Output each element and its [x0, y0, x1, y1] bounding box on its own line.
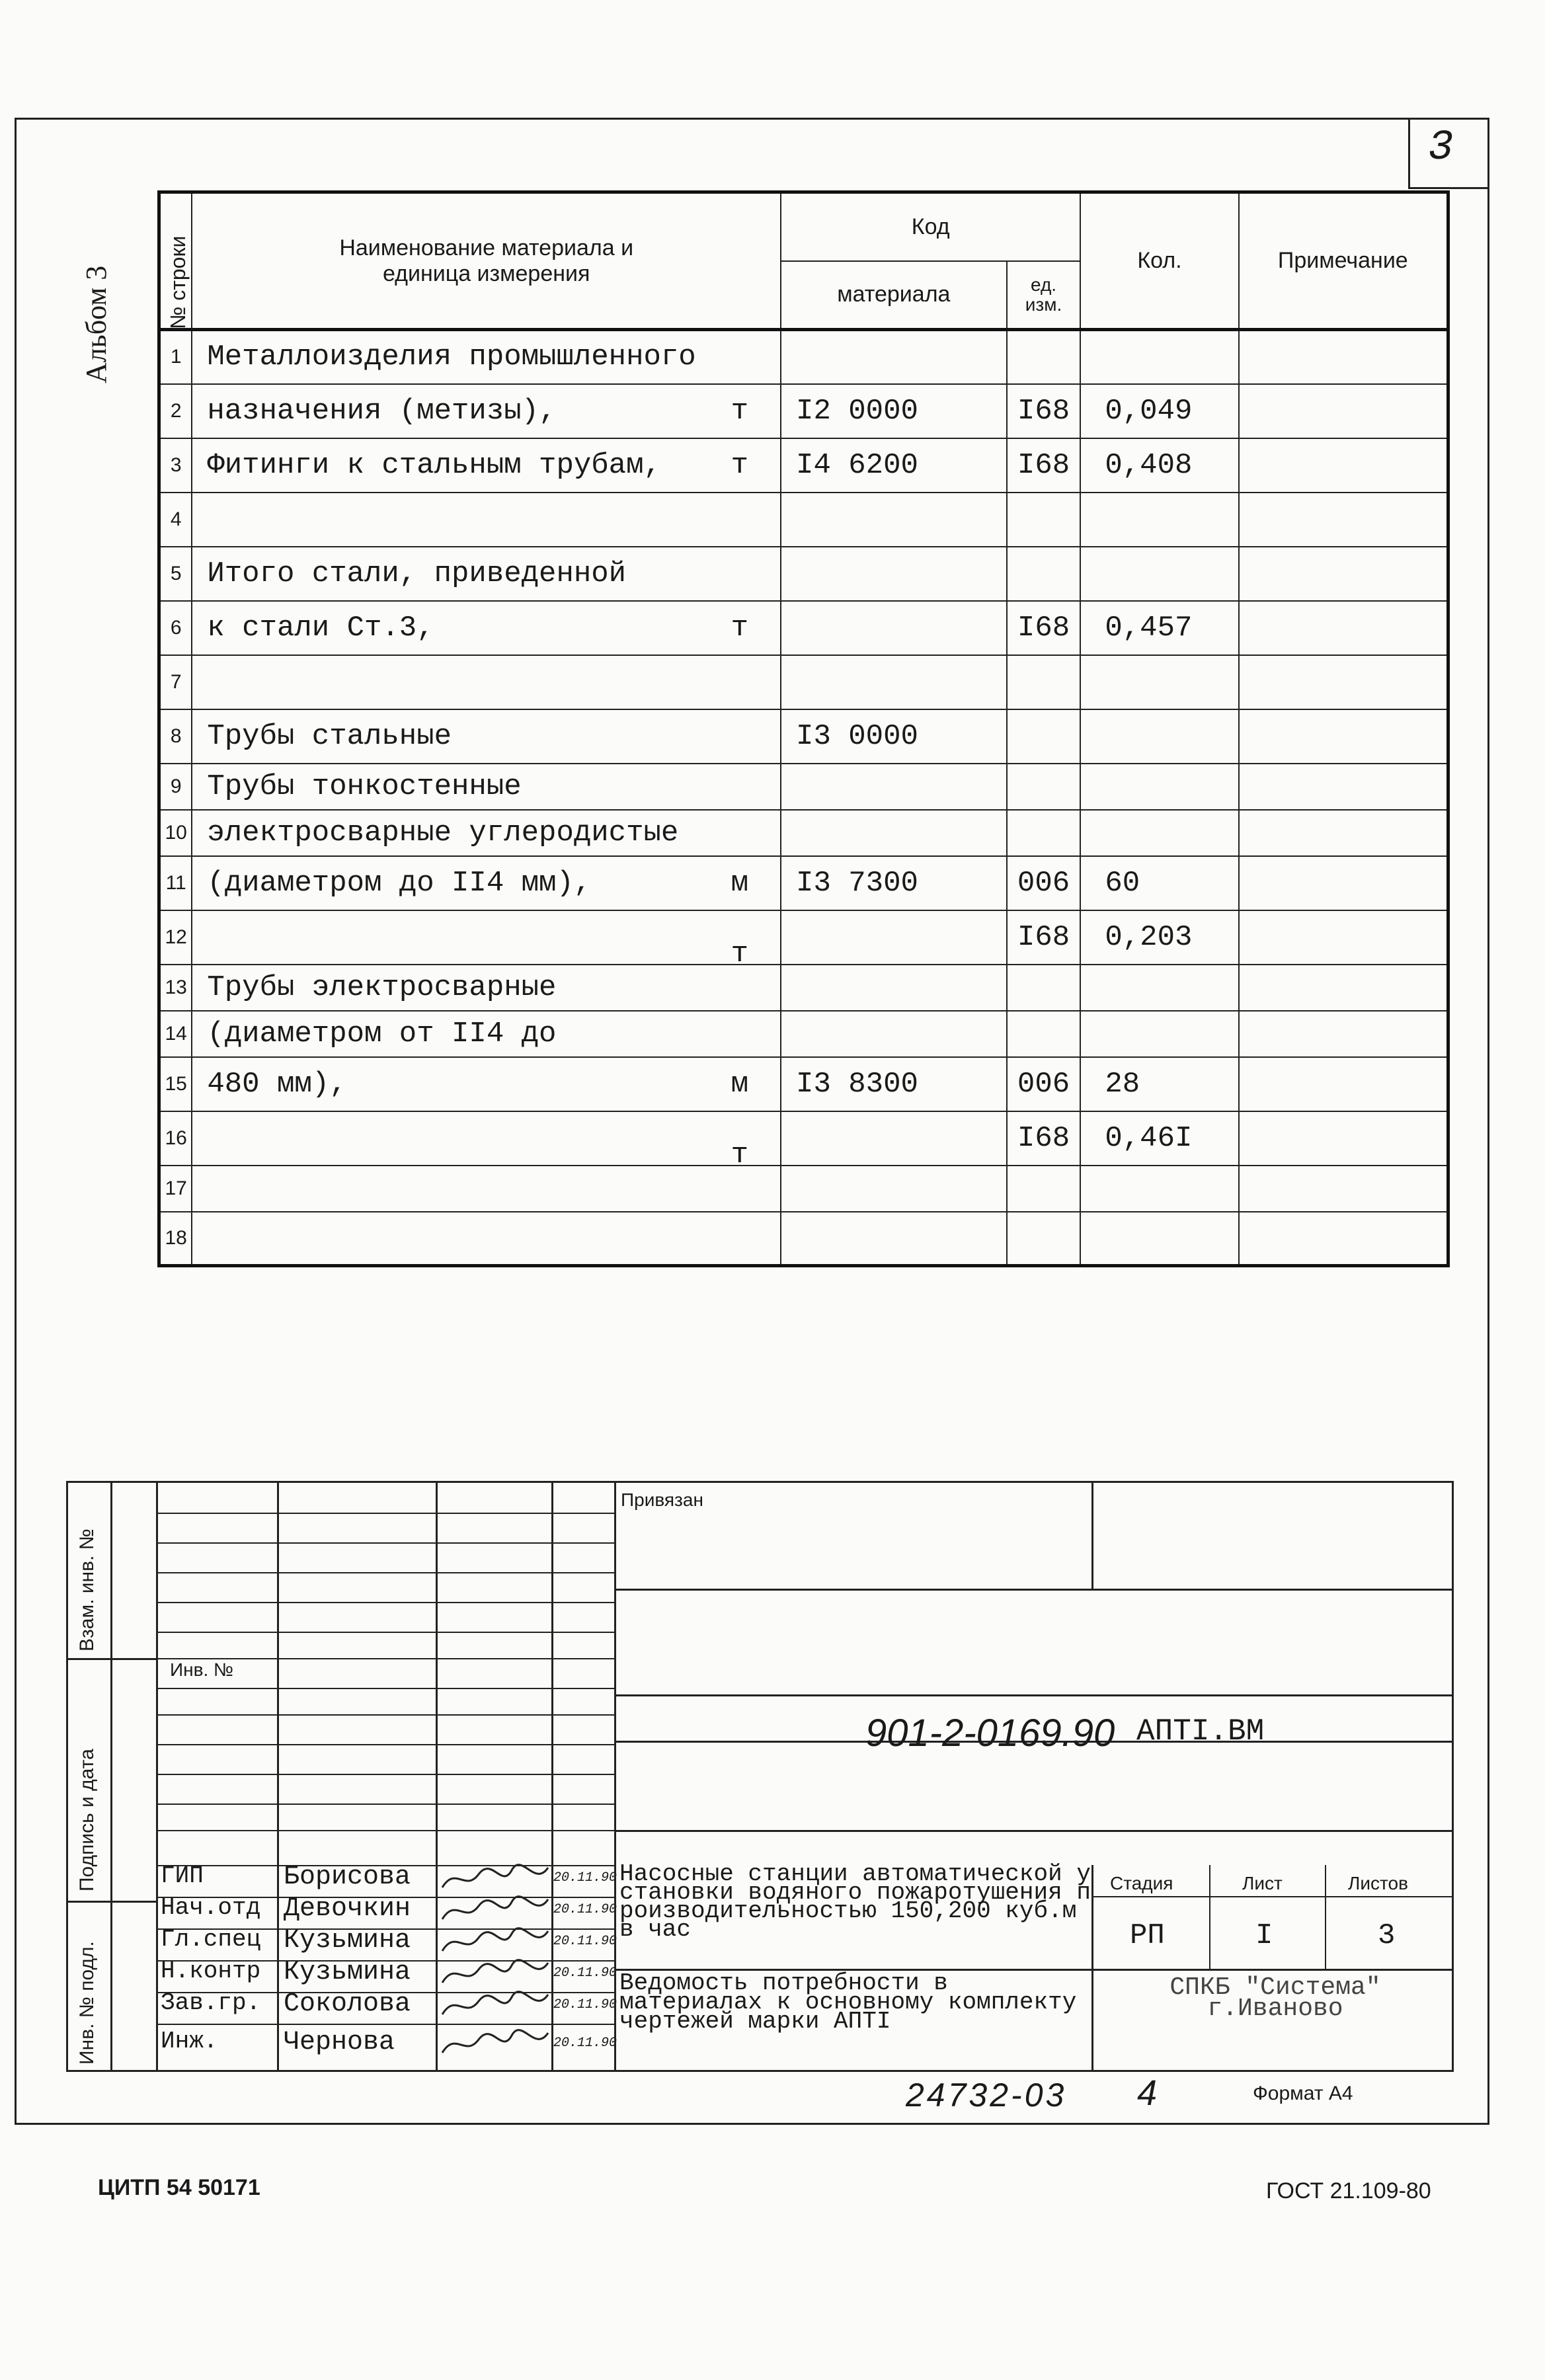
- row-qty: [1080, 1166, 1238, 1212]
- row-unit-code: I68: [1007, 384, 1081, 438]
- row-qty: 0,203: [1080, 910, 1238, 965]
- table-row: [159, 764, 1448, 810]
- row-qty: [1080, 547, 1238, 601]
- row-unit-code: [1007, 1011, 1081, 1057]
- row-name: [192, 810, 781, 856]
- row-name: [192, 493, 781, 547]
- row-material-code: [781, 965, 1007, 1011]
- row-qty: [1080, 965, 1238, 1011]
- table-row: [159, 856, 1448, 910]
- row-note: [1239, 1011, 1448, 1057]
- row-note: [1239, 384, 1448, 438]
- table-row: [159, 438, 1448, 493]
- row-name-text: Трубы тонкостенные: [207, 770, 522, 803]
- stage-value: РП: [1130, 1919, 1165, 1952]
- person-name: Соколова: [284, 1989, 411, 2019]
- row-note: [1239, 655, 1448, 709]
- row-name-text: (диаметром от II4 до: [207, 1017, 557, 1051]
- org-name: СПКБ "Система" г.Иваново: [1169, 1973, 1381, 2023]
- header-qty: Кол.: [1080, 192, 1238, 330]
- person-date: 20.11.90: [553, 2036, 617, 2051]
- row-qty: [1080, 1212, 1238, 1266]
- row-unit-code: [1007, 1166, 1081, 1212]
- row-qty: 0,049: [1080, 384, 1238, 438]
- grid-vline: [551, 1483, 553, 2070]
- sheet-label: Лист: [1242, 1873, 1283, 1893]
- footer-right: ГОСТ 21.109-80: [1266, 2178, 1431, 2203]
- table-row: [159, 1057, 1448, 1111]
- row-note: [1239, 1212, 1448, 1266]
- sheet-number: 3: [1428, 124, 1454, 172]
- spec-table: [157, 190, 1450, 1267]
- row-unit-code: [1007, 810, 1081, 856]
- row-qty: [1080, 493, 1238, 547]
- row-name: [192, 1011, 781, 1057]
- row-name: [192, 438, 781, 493]
- row-name: [192, 601, 781, 655]
- table-row: [159, 655, 1448, 709]
- row-qty: 0,457: [1080, 601, 1238, 655]
- row-name-text: Трубы электросварные: [207, 971, 557, 1004]
- row-note: [1239, 1057, 1448, 1111]
- grid-hline: [158, 2024, 614, 2025]
- project-title: Насосные станции автоматической установки водяного пожаротушения производительностью 150,200 куб.м в час: [619, 1860, 1091, 1943]
- person-name: Борисова: [284, 1862, 411, 1892]
- row-qty: 0,46I: [1080, 1111, 1238, 1166]
- row-material-code: [781, 764, 1007, 810]
- row-number: 10: [159, 810, 192, 856]
- row-material-code: [781, 493, 1007, 547]
- table-row: [159, 1111, 1448, 1166]
- side-sign: Подпись и дата: [76, 1749, 98, 1891]
- row-note: [1239, 601, 1448, 655]
- table-row: [159, 493, 1448, 547]
- row-unit-code: 006: [1007, 856, 1081, 910]
- person-date: 20.11.90: [553, 1902, 617, 1917]
- row-unit-code: [1007, 764, 1081, 810]
- row-name: [192, 709, 781, 764]
- person-role: Инж.: [161, 2028, 218, 2055]
- row-unit-code: 006: [1007, 1057, 1081, 1111]
- table-row: [159, 1166, 1448, 1212]
- header-row-no: № строки: [159, 192, 192, 330]
- row-number: 14: [159, 1011, 192, 1057]
- row-number: 3: [159, 438, 192, 493]
- row-note: [1239, 493, 1448, 547]
- row-name: [192, 764, 781, 810]
- row-number: 1: [159, 330, 192, 384]
- row-qty: 60: [1080, 856, 1238, 910]
- row-number: 5: [159, 547, 192, 601]
- row-name-text: Итого стали, приведенной: [207, 557, 627, 590]
- row-material-code: [781, 601, 1007, 655]
- person-name: Чернова: [284, 2028, 395, 2057]
- row-unit-letter: т: [731, 611, 749, 645]
- side-stamp: [66, 1481, 158, 2072]
- signature-icon: [439, 1989, 551, 2021]
- sheets-value: 3: [1378, 1919, 1396, 1952]
- signature-icon: [439, 1926, 551, 1958]
- row-name: [192, 910, 781, 971]
- table-row: [159, 910, 1448, 965]
- header-material: материала: [781, 261, 1007, 330]
- row-number: 7: [159, 655, 192, 709]
- table-row: [159, 965, 1448, 1011]
- grid-hline: [158, 1602, 614, 1603]
- row-number: 17: [159, 1166, 192, 1212]
- row-number: 9: [159, 764, 192, 810]
- row-qty: [1080, 709, 1238, 764]
- row-number: 8: [159, 709, 192, 764]
- grid-hline: [158, 1688, 614, 1689]
- row-material-code: [781, 547, 1007, 601]
- row-material-code: [781, 1011, 1007, 1057]
- row-material-code: [781, 810, 1007, 856]
- row-unit-code: [1007, 655, 1081, 709]
- row-material-code: [781, 1166, 1007, 1212]
- signature-icon: [439, 1862, 551, 1894]
- signature-icon: [439, 1958, 551, 1989]
- row-unit-code: [1007, 547, 1081, 601]
- row-number: 13: [159, 965, 192, 1011]
- row-name: [192, 1212, 781, 1266]
- grid-hline: [158, 1804, 614, 1805]
- person-role: ГИП: [161, 1862, 204, 1889]
- header-code: Код: [781, 192, 1080, 261]
- row-unit-code: [1007, 709, 1081, 764]
- row-material-code: [781, 1111, 1007, 1166]
- row-qty: [1080, 810, 1238, 856]
- sheet-value: I: [1255, 1919, 1273, 1952]
- person-role: Нач.отд: [161, 1894, 261, 1921]
- grid-hline: [158, 1542, 614, 1544]
- row-name-text: к стали Ст.3,: [207, 611, 434, 645]
- footer-left: ЦИТП 54 50171: [98, 2175, 260, 2200]
- row-note: [1239, 856, 1448, 910]
- row-qty: 28: [1080, 1057, 1238, 1111]
- row-material-code: [781, 910, 1007, 965]
- row-name: [192, 547, 781, 601]
- row-name-text: (диаметром до II4 мм),: [207, 866, 592, 900]
- person-name: Кузьмина: [284, 1926, 411, 1956]
- person-role: Гл.спец: [161, 1926, 261, 1953]
- row-name: [192, 1057, 781, 1111]
- row-unit-code: [1007, 1212, 1081, 1266]
- row-unit-code: [1007, 493, 1081, 547]
- row-name: [192, 330, 781, 384]
- row-material-code: I3 7300: [781, 856, 1007, 910]
- row-unit-code: I68: [1007, 1111, 1081, 1166]
- row-unit-code: I68: [1007, 601, 1081, 655]
- row-name-text: назначения (метизы),: [207, 394, 557, 428]
- grid-hline: [158, 1714, 614, 1716]
- album-label: Альбом 3: [80, 265, 112, 383]
- archive-no: 24732-03: [906, 2077, 1067, 2114]
- row-name: [192, 965, 781, 1011]
- row-unit-letter: м: [731, 866, 749, 900]
- row-note: [1239, 330, 1448, 384]
- row-name-text: 480 мм),: [207, 1067, 347, 1101]
- row-material-code: [781, 655, 1007, 709]
- row-note: [1239, 709, 1448, 764]
- row-name-text: Фитинги к стальным трубам,: [207, 448, 661, 482]
- person-role: Зав.гр.: [161, 1989, 261, 2016]
- row-qty: [1080, 764, 1238, 810]
- privyazan-label: Привязан: [621, 1489, 703, 1510]
- signature-icon: [439, 1894, 551, 1926]
- row-unit-letter: т: [731, 394, 749, 428]
- grid-hline: [158, 1632, 614, 1633]
- table-row: [159, 601, 1448, 655]
- sheet-title: Ведомость потребности в материалах к основному комплекту чертежей марки АПТI: [619, 1969, 1077, 2035]
- table-row: [159, 1212, 1448, 1266]
- row-name-text: электросварные углеродистые: [207, 816, 679, 850]
- row-name: [192, 384, 781, 438]
- row-note: [1239, 965, 1448, 1011]
- row-number: 16: [159, 1111, 192, 1166]
- person-date: 20.11.90: [553, 1934, 617, 1949]
- row-number: 12: [159, 910, 192, 965]
- row-material-code: I3 0000: [781, 709, 1007, 764]
- row-note: [1239, 810, 1448, 856]
- person-date: 20.11.90: [553, 1997, 617, 2012]
- side-inv: Инв. № подл.: [76, 1941, 98, 2065]
- page-no: 4: [1137, 2073, 1158, 2113]
- row-qty: 0,408: [1080, 438, 1238, 493]
- row-number: 4: [159, 493, 192, 547]
- person-role: Н.контр: [161, 1958, 261, 1985]
- person-date: 20.11.90: [553, 1965, 617, 1981]
- header-name: Наименование материала и единица измерения: [192, 192, 781, 330]
- header-unit: ед. изм.: [1007, 261, 1081, 330]
- row-name: [192, 1166, 781, 1212]
- inv-no-label: Инв. №: [170, 1659, 234, 1680]
- row-name-text: Трубы стальные: [207, 719, 452, 753]
- row-unit-code: I68: [1007, 910, 1081, 965]
- side-vzam: Взам. инв. №: [76, 1528, 98, 1651]
- doc-code: 901-2-0169.90: [865, 1712, 1115, 1755]
- row-unit-letter: м: [731, 1067, 749, 1101]
- row-note: [1239, 764, 1448, 810]
- row-note: [1239, 1111, 1448, 1166]
- table-row: [159, 709, 1448, 764]
- row-unit-letter: т: [731, 1138, 749, 1171]
- table-row: [159, 810, 1448, 856]
- row-note: [1239, 1166, 1448, 1212]
- row-note: [1239, 910, 1448, 965]
- grid-hline: [158, 1513, 614, 1514]
- header-note: Примечание: [1239, 192, 1448, 330]
- grid-vline: [436, 1483, 438, 2070]
- table-row: [159, 1011, 1448, 1057]
- row-name: [192, 1111, 781, 1171]
- row-material-code: I3 8300: [781, 1057, 1007, 1111]
- title-block: [156, 1481, 1454, 2072]
- format-label: Формат А4: [1253, 2082, 1353, 2104]
- row-name-text: Металлоизделия промышленного: [207, 340, 696, 374]
- row-number: 18: [159, 1212, 192, 1266]
- row-unit-code: [1007, 330, 1081, 384]
- stage-label: Стадия: [1110, 1873, 1173, 1893]
- row-qty: [1080, 655, 1238, 709]
- row-material-code: I4 6200: [781, 438, 1007, 493]
- table-row: [159, 330, 1448, 384]
- person-name: Девочкин: [284, 1894, 411, 1924]
- row-unit-letter: т: [731, 448, 749, 482]
- row-name: [192, 655, 781, 709]
- row-unit-code: I68: [1007, 438, 1081, 493]
- table-row: [159, 547, 1448, 601]
- sheets-label: Листов: [1348, 1873, 1408, 1893]
- row-note: [1239, 438, 1448, 493]
- signature-icon: [439, 2028, 551, 2059]
- grid-vline: [277, 1483, 279, 2070]
- person-date: 20.11.90: [553, 1870, 617, 1885]
- grid-hline: [158, 1744, 614, 1745]
- row-unit-code: [1007, 965, 1081, 1011]
- row-number: 11: [159, 856, 192, 910]
- grid-hline: [158, 1830, 614, 1831]
- person-name: Кузьмина: [284, 1958, 411, 1987]
- row-name: [192, 856, 781, 910]
- row-unit-letter: т: [731, 937, 749, 971]
- row-qty: [1080, 1011, 1238, 1057]
- row-material-code: [781, 330, 1007, 384]
- row-qty: [1080, 330, 1238, 384]
- grid-hline: [158, 1572, 614, 1573]
- row-number: 15: [159, 1057, 192, 1111]
- grid-hline: [158, 1774, 614, 1775]
- table-row: [159, 384, 1448, 438]
- row-material-code: I2 0000: [781, 384, 1007, 438]
- row-material-code: [781, 1212, 1007, 1266]
- row-note: [1239, 547, 1448, 601]
- doc-mark: АПТI.ВМ: [1136, 1714, 1265, 1749]
- row-number: 2: [159, 384, 192, 438]
- row-number: 6: [159, 601, 192, 655]
